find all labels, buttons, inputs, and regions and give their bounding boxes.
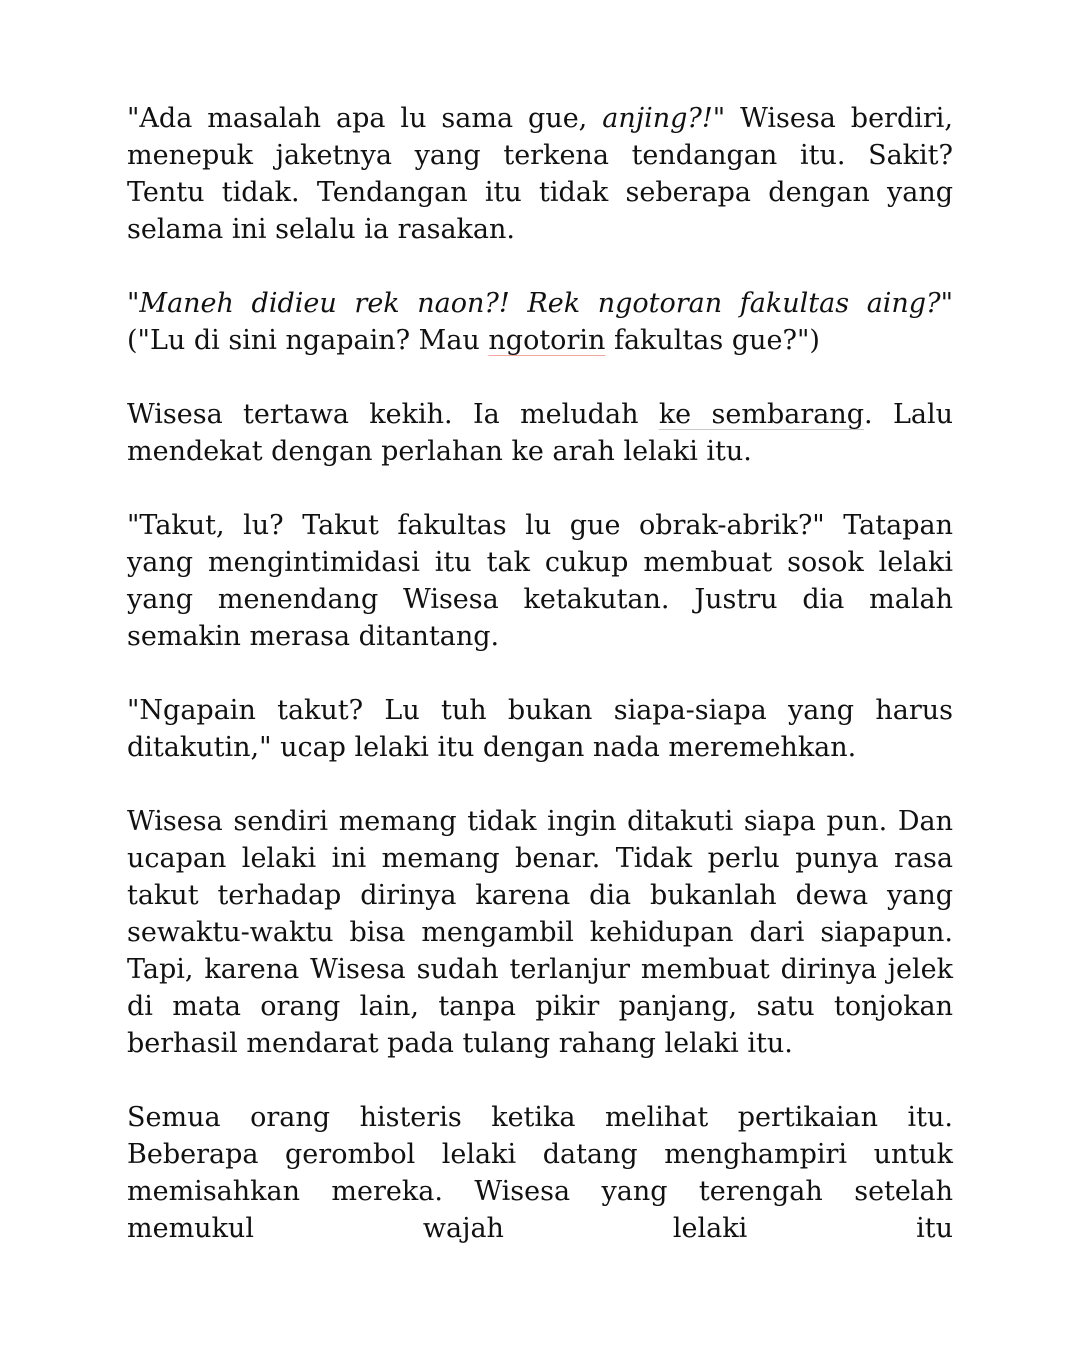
dialogue-open: "Ada masalah apa lu sama gue, (127, 103, 603, 134)
italic-dialogue: anjing?!" (602, 103, 726, 134)
grammar-flagged-phrase[interactable]: ke sembarang (658, 399, 865, 430)
paragraph-1 (127, 100, 953, 248)
paragraph-5: "Ngapain takut? Lu tuh bukan siapa-siapa yang harus ditakutin," ucap lelaki itu dengan nada meremehkan. (127, 695, 953, 763)
dialogue-open: " (127, 288, 140, 319)
document-page (127, 100, 953, 1247)
paragraph-text: . Lalu mendekat dengan perlahan ke arah lelaki itu. (127, 399, 954, 467)
spellcheck-flagged-word[interactable]: ngotorin (488, 325, 606, 356)
paragraph-text: Wisesa tertawa kekih. Ia meludah (127, 399, 659, 430)
paragraph-2 (127, 285, 953, 359)
paragraph-text: Wisesa berdiri, menepuk jaketnya yang terkena tendangan itu. Sakit? Tentu tidak. Tendangan itu tidak seberapa dengan yang selama ini selalu ia rasakan. (127, 103, 953, 245)
paragraph-3 (127, 396, 953, 470)
paragraph-4: "Takut, lu? Takut fakultas lu gue obrak-abrik?" Tatapan yang mengintimidasi itu tak cukup membuat sosok lelaki yang menendang Wisesa ketakutan. Justru dia malah semakin merasa ditantang. (127, 510, 953, 652)
paragraph-7: Semua orang histeris ketika melihat pertikaian itu. Beberapa gerombol lelaki datang menghampiri untuk memisahkan mereka. Wisesa yang terengah setelah memukul wajah lelaki itu (127, 1102, 953, 1244)
paragraph-text: " ("Lu di sini ngapain? Mau (127, 288, 953, 356)
italic-dialogue: Maneh didieu rek naon?! Rek ngotoran fakultas aing? (139, 288, 941, 319)
paragraph-text: fakultas gue?") (605, 325, 820, 356)
paragraph-6: Wisesa sendiri memang tidak ingin ditakuti siapa pun. Dan ucapan lelaki ini memang benar. Tidak perlu punya rasa takut terhadap dirinya karena dia bukanlah dewa yang sewaktu-waktu bisa mengambil kehidupan dari siapapun. Tapi, karena Wisesa sudah terlanjur membuat dirinya jelek di mata orang lain, tanpa pikir panjang, satu tonjokan berhasil mendarat pada tulang rahang lelaki itu. (127, 806, 953, 1059)
